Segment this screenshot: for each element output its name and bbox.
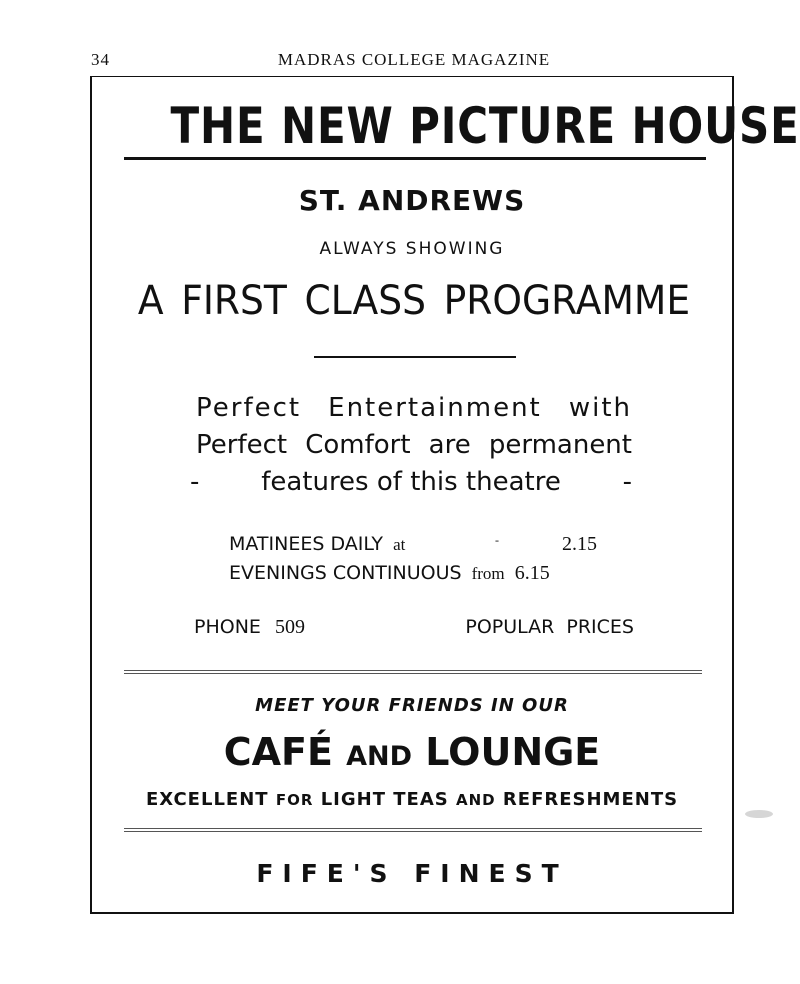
- dash-mark: -: [622, 467, 632, 497]
- cafe-lounge-heading: [90, 728, 734, 781]
- excellent-word: EXCELLENT: [145, 789, 269, 810]
- entertainment-word: Entertainment: [328, 393, 542, 423]
- matinees-row: [229, 531, 597, 558]
- always-showing-text: ALWAYS SHOWING: [319, 239, 505, 259]
- phone-prices-row: [194, 614, 634, 640]
- magazine-title: MADRAS COLLEGE MAGAZINE: [277, 50, 551, 69]
- matinees-label: MATINEES DAILY: [229, 533, 384, 555]
- matinees-mark: -: [495, 533, 499, 547]
- programme-text: A FIRST CLASS PROGRAMME: [137, 278, 691, 324]
- entertainment-word: with: [568, 393, 632, 423]
- refreshments-line: [90, 788, 734, 812]
- for-word: FOR: [275, 791, 314, 809]
- lounge-word: LOUNGE: [425, 730, 601, 774]
- double-rule-bottom: [124, 828, 702, 832]
- page-number: 34: [91, 50, 110, 69]
- cafe-word: CAFÉ: [223, 730, 333, 774]
- entertainment-word: Perfect: [196, 393, 302, 423]
- evenings-connector: from: [471, 564, 505, 583]
- scan-smudge: [744, 808, 774, 820]
- phone-number: 509: [274, 616, 305, 638]
- double-rule-top: [124, 670, 702, 674]
- running-head: [0, 50, 800, 72]
- meet-friends-text: MEET YOUR FRIENDS IN OUR: [255, 695, 569, 716]
- and-word: AND: [456, 791, 496, 809]
- dash-mark: -: [190, 467, 200, 497]
- entertainment-line-2: [196, 427, 632, 463]
- entertainment-word: Perfect: [196, 430, 288, 460]
- light-teas-word: LIGHT TEAS: [320, 789, 449, 810]
- entertainment-phrase: features of this theatre: [261, 467, 561, 497]
- fifes-finest-tagline: FIFE'S FINEST: [256, 859, 568, 888]
- section-divider: [314, 356, 516, 358]
- refreshments-word: REFRESHMENTS: [502, 789, 679, 810]
- matinees-time: 2.15: [562, 533, 597, 555]
- entertainment-line-3: [190, 464, 632, 500]
- evenings-time: 6.15: [514, 562, 550, 584]
- evenings-row: [229, 560, 550, 587]
- cafe-and-word: AND: [346, 741, 413, 772]
- evenings-label: EVENINGS CONTINUOUS: [229, 562, 462, 584]
- entertainment-line-1: [196, 390, 632, 426]
- entertainment-word: are: [428, 430, 471, 460]
- popular-prices: POPULAR PRICES: [465, 616, 634, 638]
- entertainment-word: Comfort: [305, 430, 411, 460]
- matinees-connector: at: [393, 535, 406, 554]
- advert-town: ST. ANDREWS: [298, 184, 526, 217]
- entertainment-word: permanent: [488, 430, 632, 460]
- advert-headline: THE NEW PICTURE HOUSE: [170, 97, 800, 155]
- headline-underline: [124, 157, 706, 160]
- phone-label: PHONE: [194, 616, 261, 638]
